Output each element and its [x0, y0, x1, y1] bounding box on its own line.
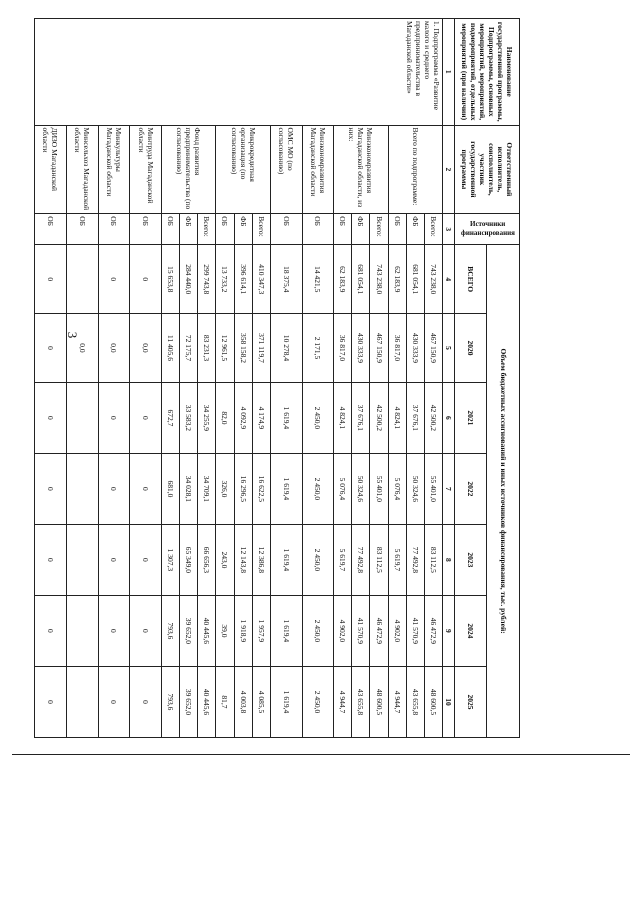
value-2024: 1 619,4	[270, 595, 302, 666]
index-cell: 3	[443, 214, 455, 245]
value-2025: 0	[130, 666, 162, 737]
value-2025: 2 450,0	[302, 666, 334, 737]
index-row	[443, 19, 455, 738]
value-2022: 681,0	[162, 453, 180, 524]
value-2024: 1 957,9	[252, 595, 270, 666]
value-2023: 0	[98, 524, 130, 595]
responsible-executor: Фонд развития предпринимательства (по согласованию)	[162, 125, 216, 214]
value-2022: 50 324,6	[406, 453, 424, 524]
value-2020: 10 278,4	[270, 314, 302, 383]
value-total: 62 183,9	[334, 245, 352, 314]
value-2020: 467 150,9	[370, 314, 388, 383]
value-2020: 430 333,9	[352, 314, 370, 383]
value-total: 14 421,5	[302, 245, 334, 314]
value-2022: 5 076,4	[388, 453, 406, 524]
value-2024: 793,6	[162, 595, 180, 666]
header-year-2024: 2024	[455, 595, 488, 666]
index-cell: 5	[443, 314, 455, 383]
value-2020: 0,0	[130, 314, 162, 383]
value-2023: 77 492,8	[352, 524, 370, 595]
value-2025: 43 655,8	[406, 666, 424, 737]
value-2025: 39 652,0	[180, 666, 198, 737]
value-2023: 12 386,8	[252, 524, 270, 595]
funding-source: Всего:	[424, 214, 442, 245]
index-cell: 2	[443, 125, 455, 214]
value-2022: 5 076,4	[334, 453, 352, 524]
value-2022: 0	[35, 453, 67, 524]
funding-source: ОБ	[162, 214, 180, 245]
responsible-executor: ОМС МО (по согласованию)	[270, 125, 302, 214]
value-2023: 12 143,8	[234, 524, 252, 595]
table-row	[130, 19, 162, 738]
program-name: 1. Подпрограмма «Развитие малого и среднего предпринимательства в Магаданской области»	[35, 19, 443, 126]
value-2021: 0	[98, 382, 130, 453]
header-year-2023: 2023	[455, 524, 488, 595]
responsible-executor: Минкультуры Магаданской области	[98, 125, 130, 214]
value-2021: 4 174,9	[252, 382, 270, 453]
value-total: 18 375,4	[270, 245, 302, 314]
value-total: 62 183,9	[388, 245, 406, 314]
value-total: 681 054,1	[352, 245, 370, 314]
index-cell: 10	[443, 666, 455, 737]
value-2023: 77 492,8	[406, 524, 424, 595]
value-total: 0	[130, 245, 162, 314]
value-2025: 4 003,8	[234, 666, 252, 737]
table-row	[198, 19, 216, 738]
funding-source: ОБ	[98, 214, 130, 245]
responsible-executor: Всего по подпрограмме:	[388, 125, 442, 214]
value-2025: 793,6	[162, 666, 180, 737]
bottom-rule	[12, 754, 630, 755]
value-2021: 34 255,9	[198, 382, 216, 453]
funding-source: ФБ	[234, 214, 252, 245]
value-2022: 0	[130, 453, 162, 524]
funding-source: ОБ	[35, 214, 67, 245]
header-year-2020: 2020	[455, 314, 488, 383]
value-2021: 2 450,0	[302, 382, 334, 453]
value-2023: 1 619,4	[270, 524, 302, 595]
value-2022: 326,0	[216, 453, 234, 524]
value-total: 410 347,3	[252, 245, 270, 314]
value-2025: 43 655,8	[352, 666, 370, 737]
value-2020: 358 158,2	[234, 314, 252, 383]
value-total: 284 440,0	[180, 245, 198, 314]
responsible-executor: Микрокредитная организация (по согласованию)	[216, 125, 270, 214]
value-2022: 55 401,0	[424, 453, 442, 524]
value-2024: 1 918,9	[234, 595, 252, 666]
funding-source: ФБ	[180, 214, 198, 245]
value-2020: 371 119,7	[252, 314, 270, 383]
header-year-2021: 2021	[455, 382, 488, 453]
value-2023: 0	[130, 524, 162, 595]
value-2020: 36 817,0	[388, 314, 406, 383]
value-2023: 83 112,5	[370, 524, 388, 595]
funding-source: Всего:	[370, 214, 388, 245]
value-2025: 4 944,7	[388, 666, 406, 737]
value-2024: 2 450,0	[302, 595, 334, 666]
value-total: 743 238,0	[370, 245, 388, 314]
index-cell: 1	[443, 19, 455, 126]
value-2024: 46 472,9	[424, 595, 442, 666]
responsible-executor: Минэкономразвития Магаданской области, из них:	[334, 125, 388, 214]
responsible-executor: ДИЗО Магаданской области	[35, 125, 67, 214]
value-total: 0	[35, 245, 67, 314]
header-responsible: Ответственный исполнитель, соисполнитель, участник государственной программы	[455, 125, 520, 214]
value-2021: 0	[130, 382, 162, 453]
value-2023: 0	[35, 524, 67, 595]
value-2021: 4 092,9	[234, 382, 252, 453]
value-2025: 0	[98, 666, 130, 737]
funding-table	[34, 18, 520, 738]
value-2024: 0	[130, 595, 162, 666]
value-2022: 0	[98, 453, 130, 524]
value-2021: 82,0	[216, 382, 234, 453]
value-2023	[66, 524, 98, 595]
table-row	[35, 19, 67, 738]
value-2020: 12 961,5	[216, 314, 234, 383]
value-2025: 81,7	[216, 666, 234, 737]
value-2024: 39 652,0	[180, 595, 198, 666]
value-total: 743 238,0	[424, 245, 442, 314]
page-number: 3	[65, 331, 80, 339]
table-row	[98, 19, 130, 738]
value-2022: 1 619,4	[270, 453, 302, 524]
value-2024: 0	[98, 595, 130, 666]
value-2022	[66, 453, 98, 524]
funding-source: ФБ	[406, 214, 424, 245]
header-volume: Объем бюджетных ассигнований и иных источников финансирования, тыс. рублей:	[487, 245, 520, 738]
responsible-executor: Минтруда Магаданской области	[130, 125, 162, 214]
value-2025: 40 445,6	[198, 666, 216, 737]
funding-source: ФБ	[352, 214, 370, 245]
value-2022: 16 296,5	[234, 453, 252, 524]
value-2025: 4 944,7	[334, 666, 352, 737]
value-2023: 243,0	[216, 524, 234, 595]
funding-source: ОБ	[66, 214, 98, 245]
table-row	[302, 19, 334, 738]
index-cell: 9	[443, 595, 455, 666]
funding-source: ОБ	[388, 214, 406, 245]
value-2023: 5 619,7	[334, 524, 352, 595]
table-row	[66, 19, 98, 738]
value-2021: 672,7	[162, 382, 180, 453]
value-2020: 36 817,0	[334, 314, 352, 383]
value-2022: 2 450,0	[302, 453, 334, 524]
header-year-2025: 2025	[455, 666, 488, 737]
value-2020: 72 175,7	[180, 314, 198, 383]
value-2024: 4 902,0	[334, 595, 352, 666]
value-2023: 83 112,5	[424, 524, 442, 595]
responsible-executor: Минсельхоз Магаданской области	[66, 125, 98, 214]
value-2021: 33 583,2	[180, 382, 198, 453]
funding-source: ОБ	[130, 214, 162, 245]
header-name: Наименование государственной программы, Подпрограммы, основных мероприятий, мероприятий, подмероприятий, отдельных мероприятий (при наличии)	[455, 19, 520, 126]
funding-source: ОБ	[302, 214, 334, 245]
value-2021: 37 676,1	[352, 382, 370, 453]
index-cell: 4	[443, 245, 455, 314]
value-2021: 4 824,1	[334, 382, 352, 453]
value-2024	[66, 595, 98, 666]
value-2020: 0	[35, 314, 67, 383]
value-2022: 50 324,6	[352, 453, 370, 524]
value-2024: 40 445,6	[198, 595, 216, 666]
funding-source: Всего:	[198, 214, 216, 245]
responsible-executor: Минэкономразвития Магаданской области	[302, 125, 334, 214]
value-2020: 2 171,5	[302, 314, 334, 383]
value-2025: 0	[35, 666, 67, 737]
value-2024: 41 570,9	[406, 595, 424, 666]
value-2020: 0,0	[66, 314, 98, 383]
header-year-2022: 2022	[455, 453, 488, 524]
funding-source: ОБ	[270, 214, 302, 245]
value-2022: 34 709,1	[198, 453, 216, 524]
rotated-table-container	[41, 18, 520, 738]
value-2024: 46 472,9	[370, 595, 388, 666]
index-cell: 7	[443, 453, 455, 524]
value-2021: 42 500,2	[370, 382, 388, 453]
value-2025: 48 600,5	[424, 666, 442, 737]
value-total	[66, 245, 98, 314]
index-cell: 8	[443, 524, 455, 595]
value-2022: 34 028,1	[180, 453, 198, 524]
table-row	[370, 19, 388, 738]
header-total: ВСЕГО	[455, 245, 488, 314]
value-2022: 55 401,0	[370, 453, 388, 524]
value-2021: 0	[35, 382, 67, 453]
header-source: Источники финансирования	[455, 214, 520, 245]
table-row	[270, 19, 302, 738]
value-2024: 41 570,9	[352, 595, 370, 666]
funding-source: Всего:	[252, 214, 270, 245]
value-2020: 11 405,6	[162, 314, 180, 383]
funding-source: ОБ	[334, 214, 352, 245]
value-2023: 65 349,0	[180, 524, 198, 595]
value-2025: 4 085,5	[252, 666, 270, 737]
value-total: 681 054,1	[406, 245, 424, 314]
value-2020: 467 150,9	[424, 314, 442, 383]
table-body	[35, 19, 443, 738]
value-2021: 42 500,2	[424, 382, 442, 453]
value-2025: 48 600,5	[370, 666, 388, 737]
value-2024: 39,0	[216, 595, 234, 666]
table-row	[252, 19, 270, 738]
value-2023: 5 619,7	[388, 524, 406, 595]
value-total: 299 743,8	[198, 245, 216, 314]
value-total: 396 614,1	[234, 245, 252, 314]
table-row	[424, 19, 442, 738]
value-2020: 0,0	[98, 314, 130, 383]
value-2021: 37 676,1	[406, 382, 424, 453]
value-2025	[66, 666, 98, 737]
value-2025: 1 619,4	[270, 666, 302, 737]
value-total: 15 653,8	[162, 245, 180, 314]
value-2020: 430 333,9	[406, 314, 424, 383]
value-2021: 4 824,1	[388, 382, 406, 453]
value-2024: 4 902,0	[388, 595, 406, 666]
value-total: 0	[98, 245, 130, 314]
value-total: 13 733,2	[216, 245, 234, 314]
index-cell: 6	[443, 382, 455, 453]
funding-source: ОБ	[216, 214, 234, 245]
header-row-1	[487, 19, 520, 738]
value-2021	[66, 382, 98, 453]
value-2022: 16 622,5	[252, 453, 270, 524]
value-2020: 83 231,3	[198, 314, 216, 383]
value-2023: 66 656,3	[198, 524, 216, 595]
value-2023: 1 307,3	[162, 524, 180, 595]
value-2021: 1 619,4	[270, 382, 302, 453]
value-2024: 0	[35, 595, 67, 666]
value-2023: 2 450,0	[302, 524, 334, 595]
